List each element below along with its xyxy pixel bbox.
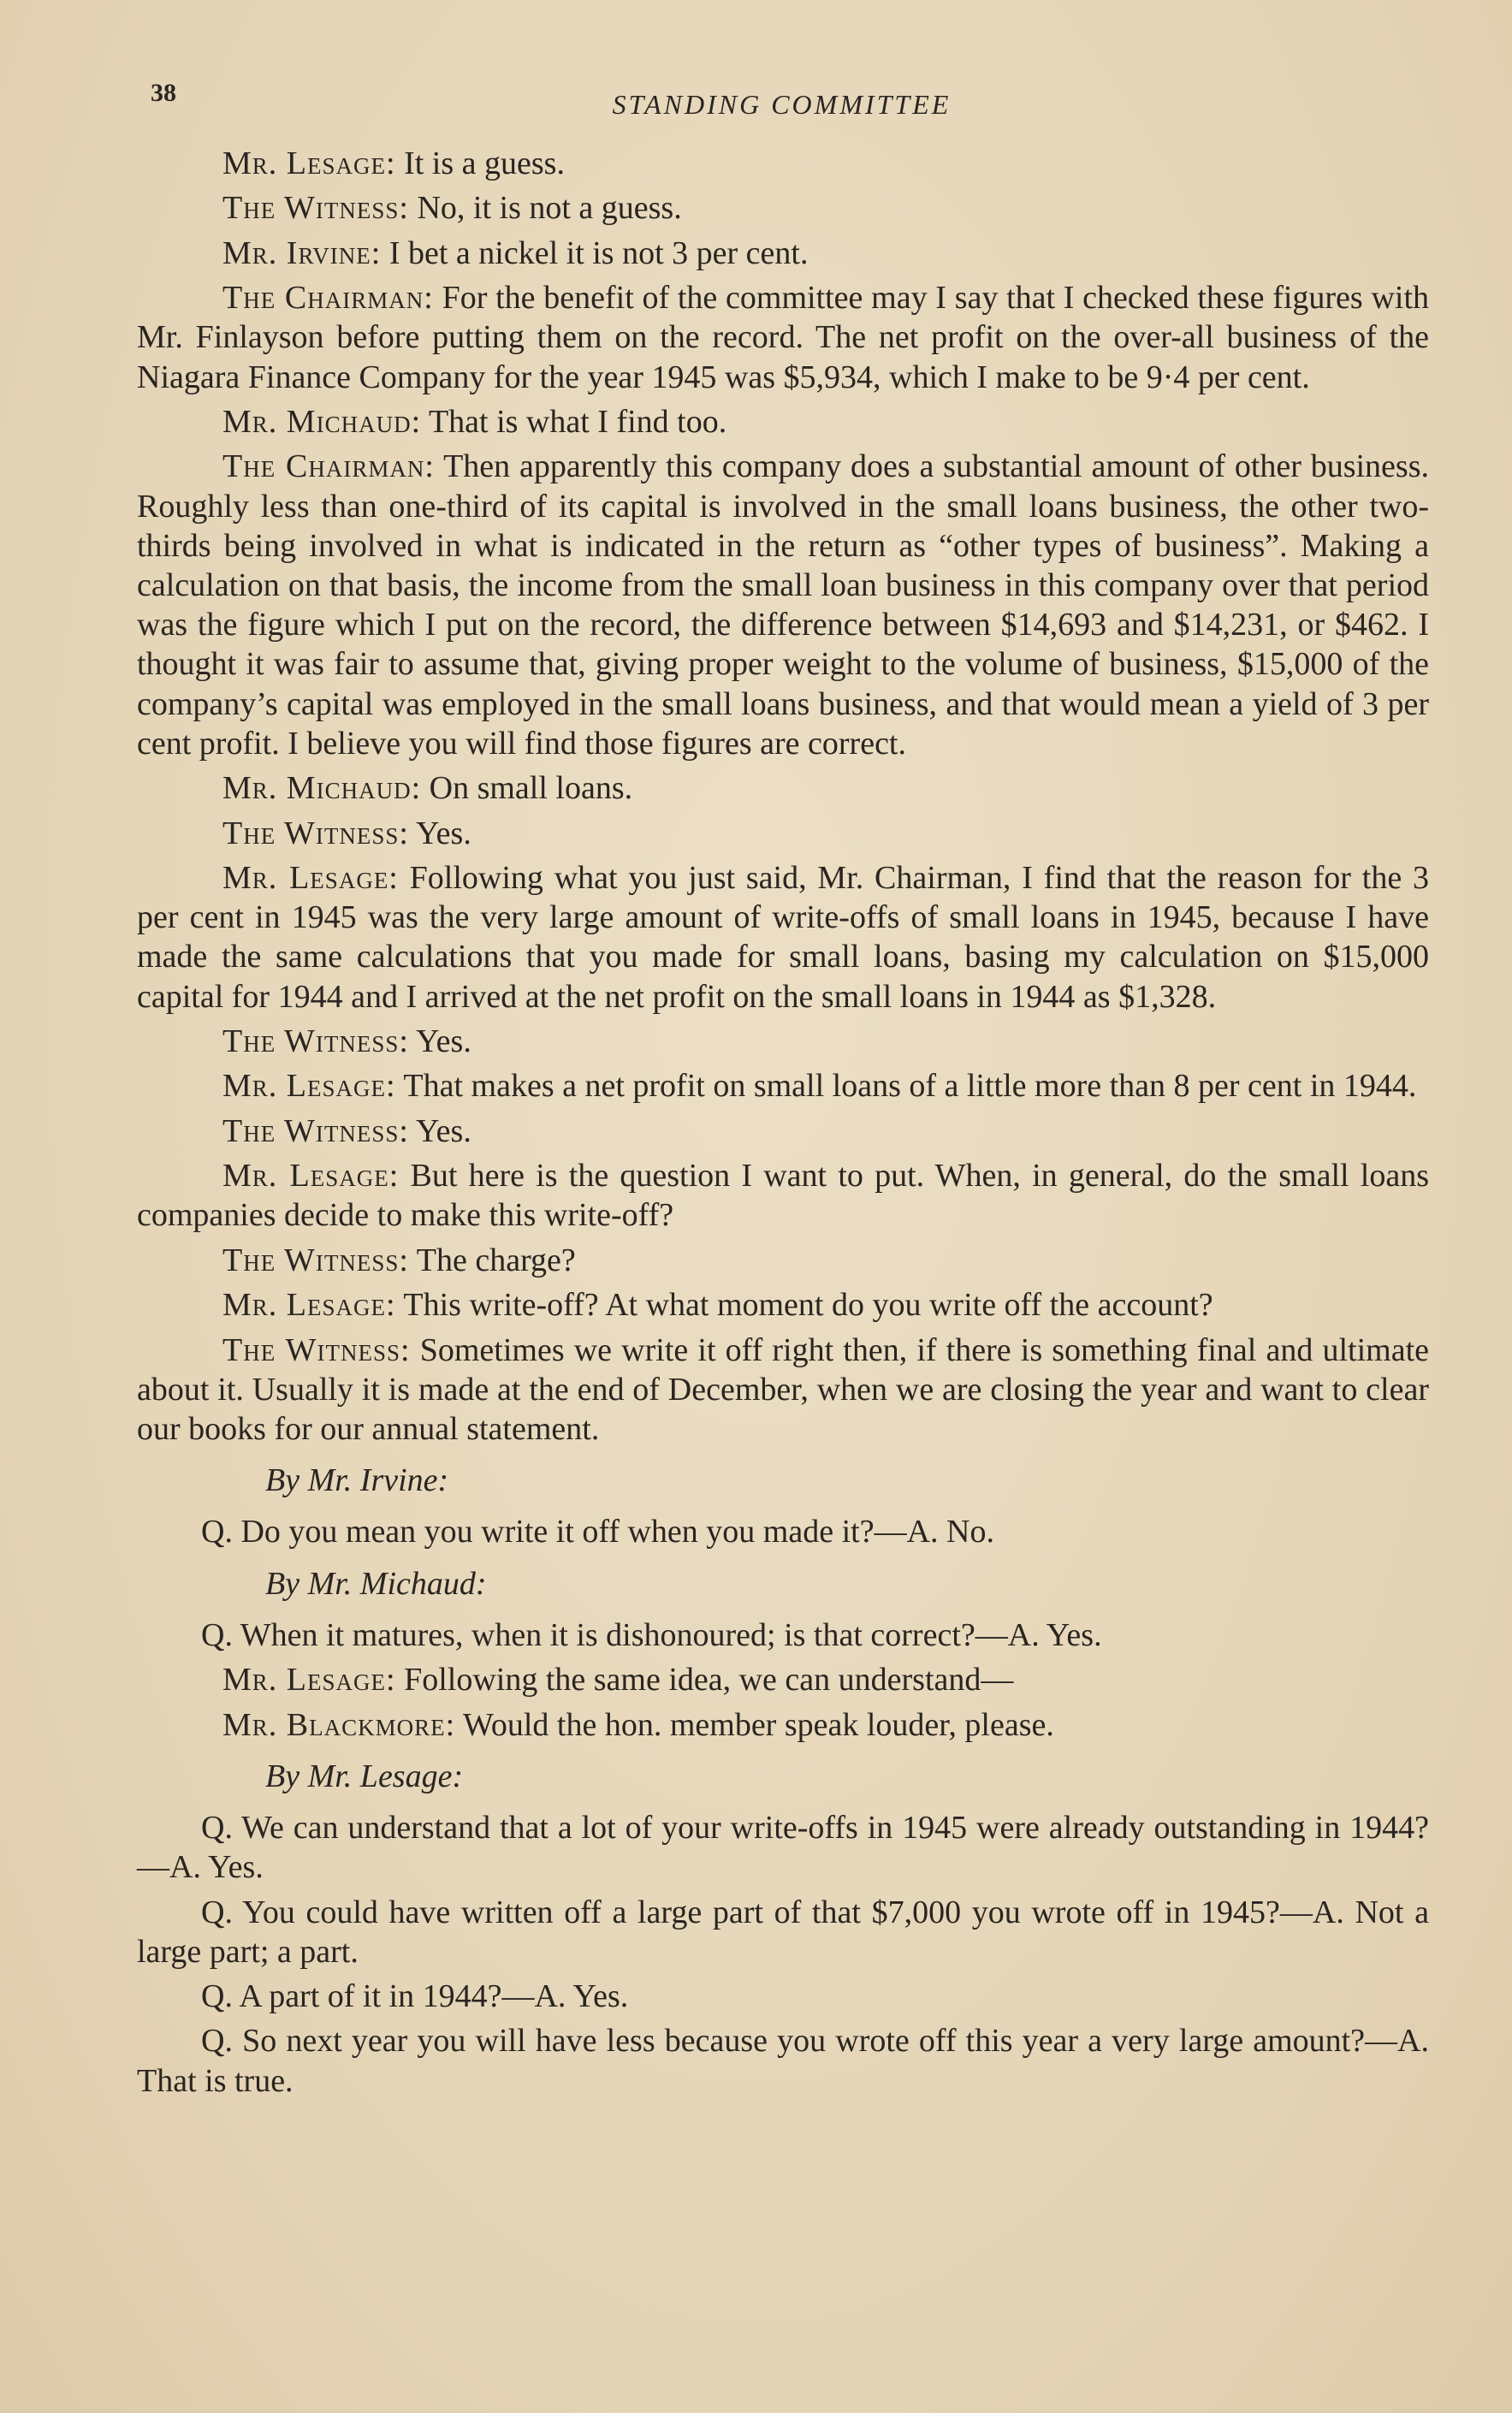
speech-text: Following the same idea, we can understand— [395, 1662, 1014, 1699]
speech-text: Sometimes we write it off right then, if there is something final and ultimate about it. Usually it is made at the end of December, when we are closing the year and want to clear our books for our annual statement. [137, 1331, 1429, 1447]
speaker-name: The Witness: [222, 1242, 409, 1278]
speech-paragraph [137, 1331, 1429, 1450]
speech-paragraph [137, 1112, 1429, 1151]
speech-paragraph [137, 402, 1429, 442]
question-answer: Q. Do you mean you write it off when you made it?—A. No. [201, 1514, 994, 1550]
speech-text: That makes a net profit on small loans of a little more than 8 per cent in 1944. [395, 1068, 1417, 1105]
speaker-name: Mr. Irvine: [222, 234, 382, 271]
question-answer: Q. So next year you will have less because you wrote off this year a very large amount?—A. That is true. [137, 2023, 1429, 2099]
speech-text: The charge? [408, 1242, 576, 1278]
speech-text: Yes. [408, 815, 471, 851]
speech-text: It is a guess. [395, 145, 565, 181]
speech-text: Yes. [408, 1112, 471, 1149]
page-header [145, 79, 1418, 130]
page-number: 38 [151, 79, 176, 107]
question-answer: Q. When it matures, when it is dishonoured; is that correct?—A. Yes. [201, 1616, 1102, 1653]
examiner-heading: By Mr. Lesage: [265, 1758, 464, 1794]
speaker-name: Mr. Lesage: [222, 1662, 396, 1699]
speech-text: But here is the question I want to put. When, in general, do the small loans companies decide to make this write-off? [137, 1158, 1429, 1234]
speech-text: Then apparently this company does a substantial amount of other business. Roughly less than one-third of its capital is involved in the small loans business, the other two-thirds being involved in what is indicated in the return as “other types of business”. Making a calculation on that basis, the income from the small loan business in this company over that period was the figure which I put on the record, the difference between $14,693 and $14,231, or $462. I thought it was fair to assume that, giving proper weight to the volume of business, $15,000 of the company’s capital was employed in the small loans business, and that would mean a yield of 3 per cent profit. I believe you will find those figures are correct. [137, 448, 1430, 762]
speech-text: I bet a nickel it is not 3 per cent. [381, 234, 809, 271]
speech-paragraph [137, 234, 1429, 273]
speech-paragraph [137, 1660, 1429, 1699]
speaker-name: The Witness: [222, 1331, 411, 1368]
speech-text: Following what you just said, Mr. Chairman, I find that the reason for the 3 per cent in 1945 was the very large amount of write-offs of small loans in 1945, because I have made the same calculations that you made for small loans, basing my calculation on $15,000 capital for 1944 and I arrived at the net profit on the small loans in 1944 as $1,328. [137, 859, 1429, 1015]
speaker-name: The Witness: [222, 1112, 409, 1149]
speaker-name: The Witness: [222, 1023, 409, 1059]
speech-text: For the benefit of the committee may I say that I checked these figures with Mr. Finlayson before putting them on the record. The net profit on the over-all business of the Niagara Finance Company for the year 1945 was $5,934, which I make to be 9·4 per cent. [137, 280, 1429, 395]
speech-paragraph [137, 814, 1429, 853]
speaker-name: Mr. Lesage: [222, 1287, 396, 1324]
speaker-name: The Witness: [222, 190, 409, 227]
question-answer: Q. We can understand that a lot of your write-offs in 1945 were already outstanding in 1944?—A. Yes. [137, 1809, 1429, 1886]
speech-text: This write-off? At what moment do you write off the account? [395, 1287, 1213, 1324]
speech-paragraph [137, 144, 1429, 183]
speaker-name: Mr. Lesage: [222, 1158, 400, 1195]
examiner-heading: By Mr. Irvine: [265, 1462, 449, 1499]
question-answer: Q. You could have written off a large part of that $7,000 you wrote off in 1945?—A. Not a large part; a part. [137, 1894, 1429, 1970]
transcript-body [137, 144, 1429, 2106]
speaker-name: Mr. Lesage: [222, 1068, 396, 1105]
speech-paragraph [137, 1285, 1429, 1325]
speech-paragraph [137, 1066, 1429, 1106]
speaker-name: Mr. Lesage: [222, 145, 396, 181]
speaker-name: Mr. Blackmore: [222, 1706, 456, 1743]
speech-paragraph [137, 447, 1429, 763]
speech-text: Would the hon. member speak louder, please. [455, 1706, 1054, 1743]
speech-paragraph [137, 1156, 1429, 1235]
speech-paragraph [137, 858, 1429, 1017]
speech-paragraph [137, 188, 1429, 228]
speech-text: No, it is not a guess. [408, 190, 682, 227]
examiner-heading: By Mr. Michaud: [265, 1565, 487, 1602]
speech-text: Yes. [408, 1023, 471, 1059]
speaker-name: Mr. Michaud: [222, 403, 422, 440]
speaker-name: Mr. Michaud: [222, 770, 422, 807]
speech-paragraph [137, 1022, 1429, 1061]
speech-paragraph [137, 278, 1429, 397]
speaker-name: Mr. Lesage: [222, 859, 399, 896]
speech-text: That is what I find too. [421, 403, 727, 440]
speech-paragraph [137, 1241, 1429, 1280]
speech-text: On small loans. [421, 770, 633, 807]
running-title: STANDING COMMITTEE [612, 89, 952, 120]
speech-paragraph [137, 768, 1429, 808]
question-answer: Q. A part of it in 1944?—A. Yes. [201, 1978, 629, 2015]
speaker-name: The Witness: [222, 815, 409, 851]
speaker-name: The Chairman: [222, 280, 434, 317]
speaker-name: The Chairman: [222, 448, 435, 485]
speech-paragraph [137, 1705, 1429, 1745]
